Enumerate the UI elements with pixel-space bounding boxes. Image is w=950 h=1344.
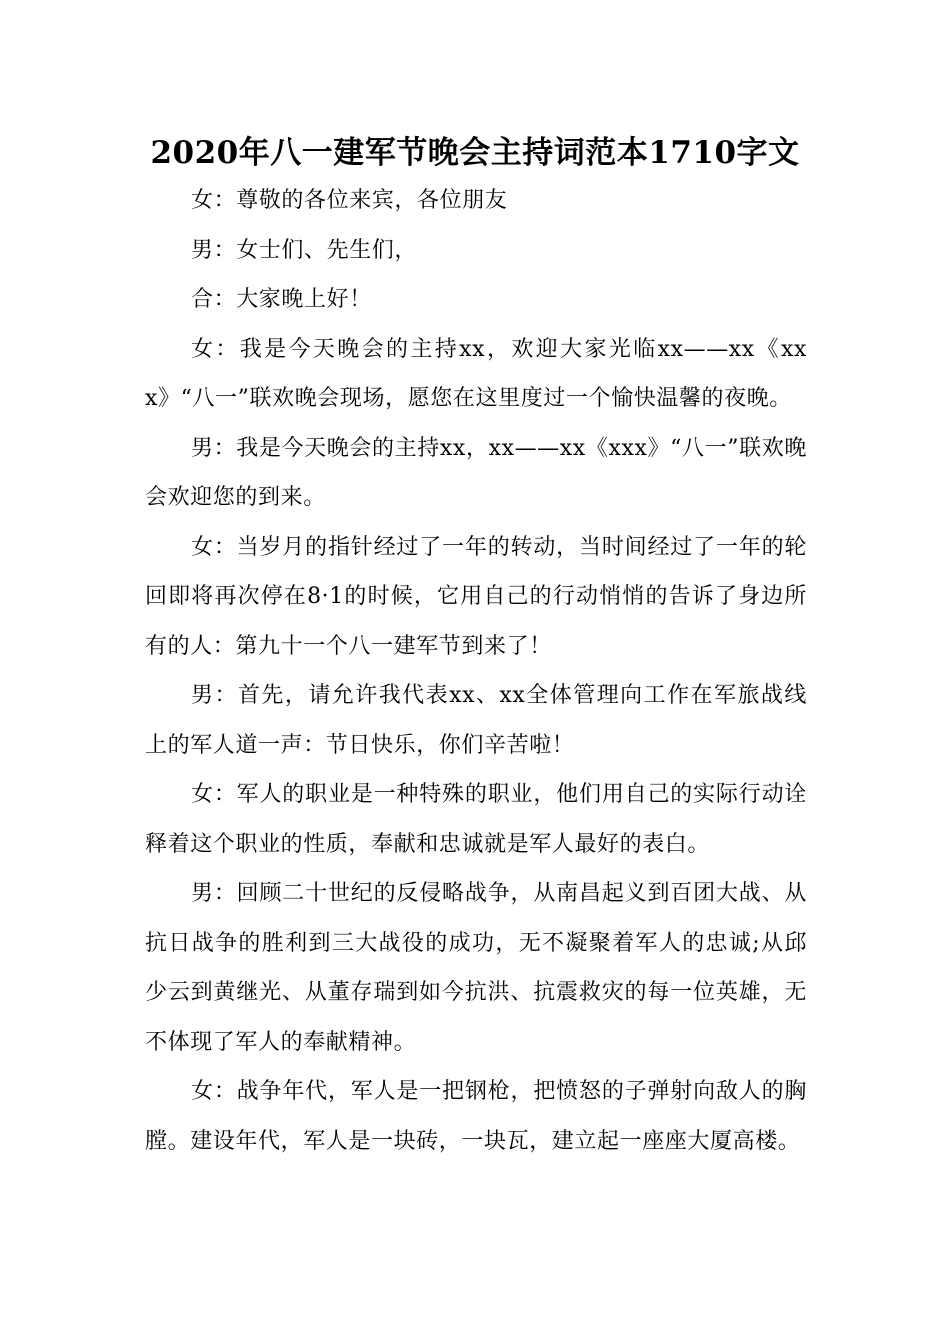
paragraph: 男：女士们、先生们， bbox=[191, 237, 418, 263]
paragraph: 女：当岁月的指针经过了一年的转动，当时间经过了一年的轮回即将再次停在8·1的时候，它用自己的行动悄悄的告诉了身边所有的人：第九十一个八一建军节到来了！ bbox=[145, 534, 807, 659]
paragraph: 男：回顾二十世纪的反侵略战争，从南昌起义到百团大战、从抗日战争的胜利到三大战役的成功，无不凝聚着军人的忠诚;从邱少云到黄继光、从董存瑞到如今抗洪、抗震救灾的每一位英雄，无不体现了军人的奉献精神。 bbox=[145, 881, 807, 1055]
paragraph: 女：战争年代，军人是一把钢枪，把愤怒的子弹射向敌人的胸膛。建设年代，军人是一块砖，一块瓦，建立起一座座大厦高楼。 bbox=[145, 1079, 807, 1154]
paragraph: 合：大家晚上好！ bbox=[191, 287, 372, 312]
document-title: 2020年八一建军节晚会主持词范本1710字文 bbox=[150, 135, 800, 171]
document-body bbox=[145, 176, 807, 1166]
paragraph: 女：军人的职业是一种特殊的职业，他们用自己的实际行动诠释着这个职业的性质，奉献和忠诚就是军人最好的表白。 bbox=[145, 782, 807, 857]
paragraph: 女：我是今天晚会的主持xx，欢迎大家光临xx——xx《xxx》“八一”联欢晚会现场，愿您在这里度过一个愉快温馨的夜晚。 bbox=[145, 336, 807, 411]
paragraph: 女：尊敬的各位来宾，各位朋友 bbox=[191, 188, 508, 213]
paragraph: 男：首先，请允许我代表xx、xx全体管理向工作在军旅战线上的军人道一声：节日快乐，你们辛苦啦！ bbox=[145, 683, 807, 758]
paragraph: 男：我是今天晚会的主持xx，xx——xx《xxx》“八一”联欢晚会欢迎您的到来。 bbox=[145, 435, 807, 510]
